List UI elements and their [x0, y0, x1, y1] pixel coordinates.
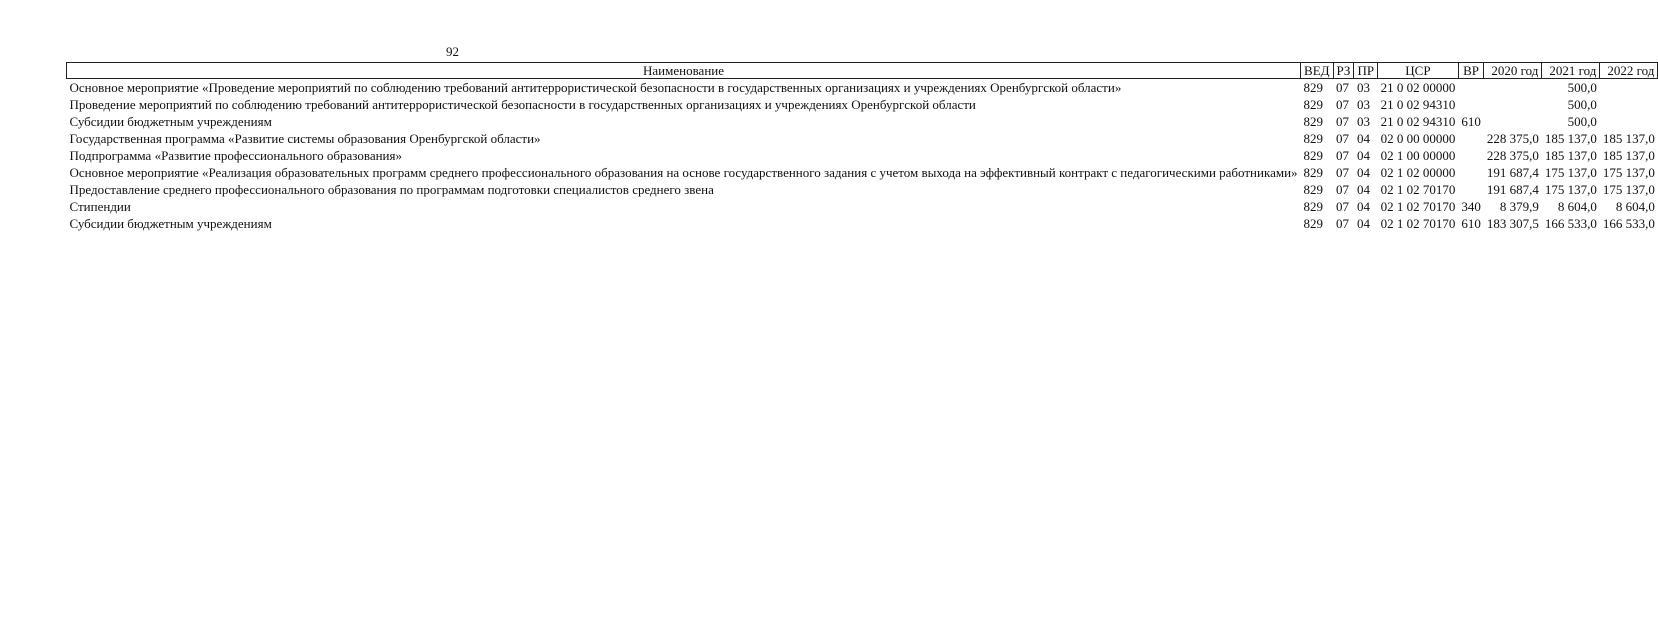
row-value-2020: 228 375,0 [1486, 131, 1539, 146]
row-value-2021: 500,0 [1567, 114, 1597, 129]
table-row [67, 164, 1658, 181]
header-2022: 2022 год [1600, 63, 1658, 79]
header-pr: ПР [1354, 63, 1378, 79]
row-csr: 21 0 02 00000 [1380, 80, 1456, 95]
budget-table [66, 62, 1658, 232]
row-name: Субсидии бюджетным учреждениям [69, 114, 272, 129]
row-value-2020: 191 687,4 [1486, 182, 1539, 197]
row-value-2020: 183 307,5 [1486, 216, 1539, 231]
row-rz: 07 [1336, 97, 1350, 112]
row-ved: 829 [1303, 182, 1324, 197]
row-ved: 829 [1303, 199, 1324, 214]
row-ved: 829 [1303, 80, 1324, 95]
header-rz: РЗ [1333, 63, 1354, 79]
row-vr [1458, 96, 1484, 113]
header-2020: 2020 год [1484, 63, 1542, 79]
row-value-2021: 185 137,0 [1544, 131, 1597, 146]
header-vr: ВР [1458, 63, 1484, 79]
row-pr: 04 [1356, 148, 1370, 163]
row-rz: 07 [1336, 114, 1350, 129]
row-name: Проведение мероприятий по соблюдению требований антитеррористической безопасности в государственных организациях и учреждениях Оренбургской области [69, 97, 976, 112]
header-ved: ВЕД [1301, 63, 1333, 79]
row-pr: 04 [1356, 182, 1370, 197]
page-number: 92 [446, 44, 459, 59]
row-csr: 02 0 00 00000 [1380, 131, 1456, 146]
table-row [67, 215, 1658, 232]
row-csr: 02 1 02 70170 [1380, 216, 1456, 231]
table-row [67, 79, 1658, 97]
row-value-2020 [1484, 96, 1542, 113]
row-value-2020: 191 687,4 [1486, 165, 1539, 180]
row-value-2020 [1484, 113, 1542, 130]
row-vr: 340 [1461, 199, 1481, 214]
row-value-2021: 175 137,0 [1544, 165, 1597, 180]
row-value-2022: 175 137,0 [1602, 182, 1655, 197]
row-rz: 07 [1336, 80, 1350, 95]
row-name: Предоставление среднего профессионального образования по программам подготовки специалистов среднего звена [69, 182, 714, 197]
row-value-2020: 228 375,0 [1486, 148, 1539, 163]
row-value-2021: 166 533,0 [1544, 216, 1597, 231]
row-value-2020 [1484, 79, 1542, 97]
row-pr: 04 [1356, 165, 1370, 180]
row-value-2021: 500,0 [1567, 97, 1597, 112]
row-pr: 04 [1356, 216, 1370, 231]
row-pr: 04 [1356, 199, 1370, 214]
row-ved: 829 [1303, 114, 1324, 129]
row-ved: 829 [1303, 131, 1324, 146]
row-vr [1458, 79, 1484, 97]
row-rz: 07 [1336, 131, 1350, 146]
table-row [67, 113, 1658, 130]
row-csr: 02 1 02 70170 [1380, 182, 1456, 197]
row-ved: 829 [1303, 97, 1324, 112]
row-csr: 21 0 02 94310 [1380, 114, 1456, 129]
row-value-2021: 500,0 [1567, 80, 1597, 95]
row-rz: 07 [1336, 182, 1350, 197]
row-value-2021: 8 604,0 [1557, 199, 1597, 214]
row-vr: 610 [1461, 114, 1481, 129]
row-value-2022: 175 137,0 [1602, 165, 1655, 180]
row-rz: 07 [1336, 199, 1350, 214]
row-ved: 829 [1303, 216, 1324, 231]
row-value-2021: 175 137,0 [1544, 182, 1597, 197]
row-value-2022 [1600, 79, 1658, 97]
row-value-2021: 185 137,0 [1544, 148, 1597, 163]
table-row [67, 130, 1658, 147]
row-pr: 03 [1356, 114, 1370, 129]
row-name: Государственная программа «Развитие системы образования Оренбургской области» [69, 131, 541, 146]
header-name: Наименование [67, 63, 1301, 79]
row-name: Основное мероприятие «Реализация образовательных программ среднего профессионального образования на основе государственного задания с учетом выхода на эффективный контракт с педагогическими работниками» [69, 165, 1298, 180]
row-vr [1458, 181, 1484, 198]
row-value-2020: 8 379,9 [1499, 199, 1539, 214]
row-name: Подпрограмма «Развитие профессионального образования» [69, 148, 402, 163]
row-csr: 02 1 02 70170 [1380, 199, 1456, 214]
row-name: Основное мероприятие «Проведение мероприятий по соблюдению требований антитеррористической безопасности в государственных организациях и учреждениях Оренбургской области» [69, 80, 1122, 95]
row-value-2022 [1600, 96, 1658, 113]
row-value-2022: 185 137,0 [1602, 131, 1655, 146]
row-rz: 07 [1336, 216, 1350, 231]
row-vr [1458, 147, 1484, 164]
table-row [67, 147, 1658, 164]
row-csr: 21 0 02 94310 [1380, 97, 1456, 112]
row-vr [1458, 164, 1484, 181]
table-body [67, 79, 1658, 233]
row-value-2022 [1600, 113, 1658, 130]
table-row [67, 198, 1658, 215]
row-name: Стипендии [69, 199, 131, 214]
row-value-2022: 8 604,0 [1615, 199, 1655, 214]
row-csr: 02 1 00 00000 [1380, 148, 1456, 163]
row-ved: 829 [1303, 148, 1324, 163]
table-row [67, 181, 1658, 198]
row-ved: 829 [1303, 165, 1324, 180]
header-row [67, 63, 1658, 79]
row-name: Субсидии бюджетным учреждениям [69, 216, 272, 231]
row-vr: 610 [1461, 216, 1481, 231]
row-value-2022: 185 137,0 [1602, 148, 1655, 163]
row-pr: 04 [1356, 131, 1370, 146]
header-2021: 2021 год [1542, 63, 1600, 79]
row-pr: 03 [1356, 97, 1370, 112]
row-value-2022: 166 533,0 [1602, 216, 1655, 231]
header-csr: ЦСР [1378, 63, 1459, 79]
row-rz: 07 [1336, 148, 1350, 163]
table-row [67, 96, 1658, 113]
row-rz: 07 [1336, 165, 1350, 180]
row-csr: 02 1 02 00000 [1380, 165, 1456, 180]
row-vr [1458, 130, 1484, 147]
row-pr: 03 [1356, 80, 1370, 95]
